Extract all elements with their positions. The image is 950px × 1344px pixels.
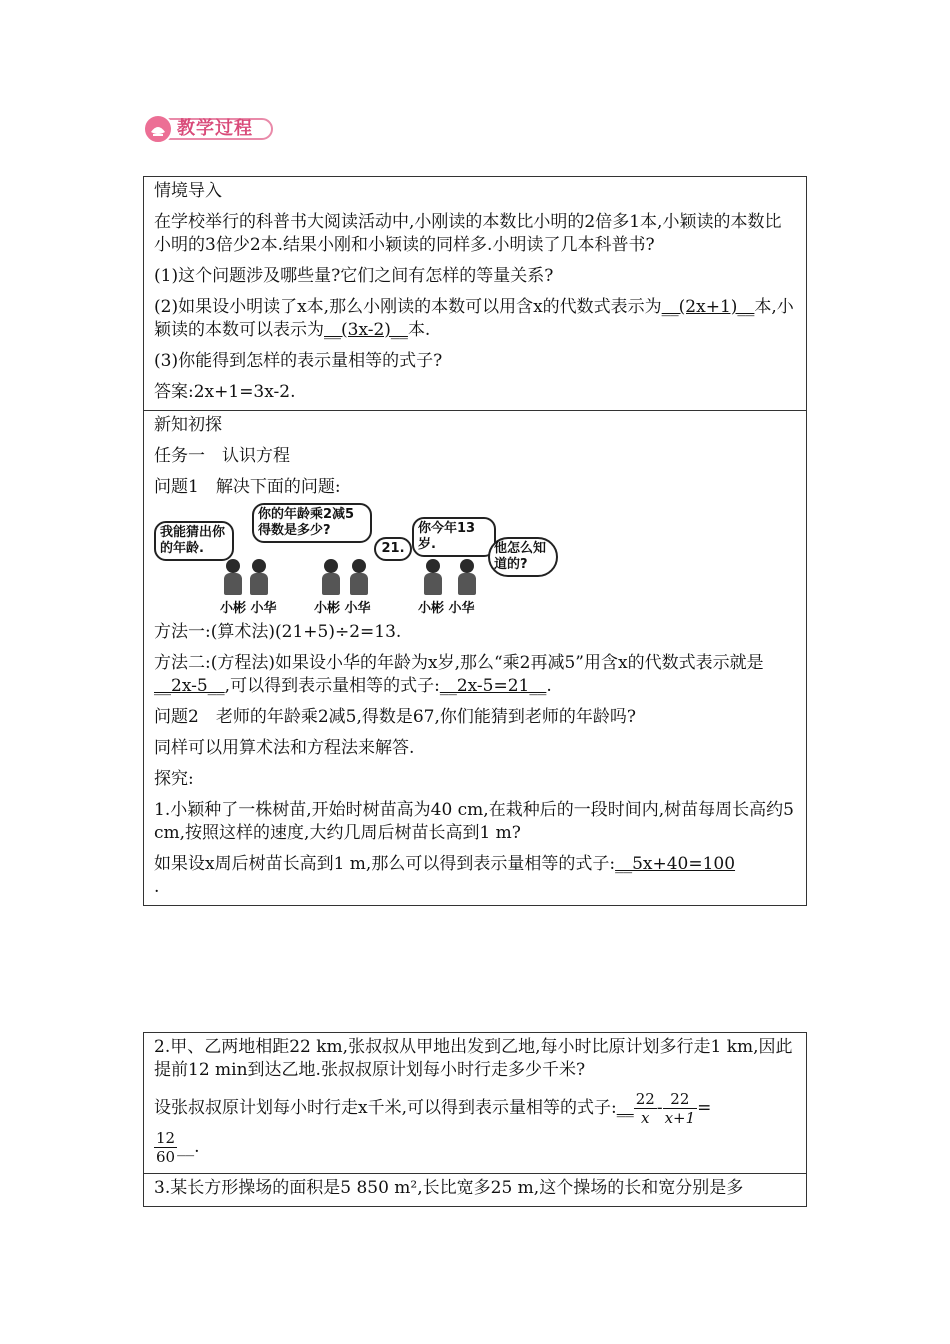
- explore-1-end: .: [154, 877, 160, 897]
- section-badge: [143, 114, 275, 144]
- student-figure: [350, 559, 368, 595]
- problem-1: 问题1 解决下面的问题:: [154, 477, 341, 497]
- explore-2-answer-cont: $\frac{12}{60}$ __.: [156, 1129, 200, 1166]
- situation-intro-cell: [144, 177, 806, 410]
- explore-2: 2.甲、乙两地相距22 km,张叔叔从甲地出发到乙地,每小时比原计划多行走1 km,因此提前12 min到达乙地.张叔叔原计划每小时行走多少千米?: [154, 1037, 793, 1080]
- section-title: 情境导入: [154, 181, 222, 201]
- answer-blank: __: [616, 1098, 634, 1118]
- task-title: 任务一 认识方程: [154, 446, 290, 466]
- section-title: 新知初探: [154, 415, 222, 435]
- explore-label: 探究:: [154, 769, 194, 789]
- student-figure: [424, 559, 442, 595]
- student-figure: [224, 559, 242, 595]
- problem-text: 在学校举行的科普书大阅读活动中,小刚读的本数比小明的2倍多1本,小颖读的本数比小明的3倍少2本.结果小刚和小颖读的同样多.小明读了几本科普书?: [154, 212, 782, 255]
- question-2: (2)如果设小明读了x本,那么小刚读的本数可以用含x的代数式表示为__(2x+1)__本,小颖读的本数可以表示为__(3x-2)__本.: [154, 297, 794, 340]
- new-knowledge-cell: [144, 410, 806, 905]
- answer-blank: __5x+40=100: [615, 854, 736, 874]
- badge-title: 教学过程: [177, 118, 253, 139]
- minus-sign: -: [656, 1098, 663, 1118]
- speech-bubble: 你的年龄乘2减5得数是多少?: [252, 503, 372, 543]
- figure-names: 小彬 小华: [220, 601, 277, 616]
- thought-bubble: 他怎么知道的?: [488, 537, 558, 577]
- explore-3-cell: [144, 1173, 806, 1206]
- fraction: $\frac{22}{x+1}$: [664, 1090, 696, 1127]
- fraction: $\frac{12}{60}$: [156, 1129, 176, 1166]
- question-3: (3)你能得到怎样的表示量相等的式子?: [154, 351, 443, 371]
- explore-2-cell: [144, 1033, 806, 1173]
- figure-names: 小彬 小华: [418, 601, 475, 616]
- explore-2-setup: 设张叔叔原计划每小时行走x千米,可以得到表示量相等的式子:__ $\frac{22}{x}$ - $\frac{22}{x+1}$ =: [154, 1090, 712, 1127]
- equals-sign: =: [697, 1098, 712, 1118]
- student-figure: [458, 559, 476, 595]
- answer-blank: __(2x+1)__: [661, 297, 755, 317]
- explore-1-setup: 如果设x周后树苗长高到1 m,那么可以得到表示量相等的式子:__5x+40=100: [154, 854, 736, 874]
- method-note: 同样可以用算术法和方程法来解答.: [154, 738, 415, 758]
- lesson-table-2: [143, 1032, 807, 1207]
- method-2: 方法二:(方程法)如果设小华的年龄为x岁,那么“乘2再减5”用含x的代数式表示就是__2x-5__,可以得到表示量相等的式子:__2x-5=21__.: [154, 653, 764, 696]
- speech-bubble: 21.: [374, 537, 412, 561]
- explore-3: 3.某长方形操场的面积是5 850 m²,长比宽多25 m,这个操场的长和宽分别是多: [154, 1178, 744, 1198]
- answer-blank: __(3x-2)__: [324, 320, 408, 340]
- speech-bubble: 我能猜出你的年龄.: [154, 521, 234, 561]
- problem-2: 问题2 老师的年龄乘2减5,得数是67,你们能猜到老师的年龄吗?: [154, 707, 637, 727]
- lesson-table-1: [143, 176, 807, 906]
- explore-1: 1.小颖种了一株树苗,开始时树苗高为40 cm,在栽种后的一段时间内,树苗每周长高约5 cm,按照这样的速度,大约几周后树苗长高到1 m?: [154, 800, 794, 843]
- question-1: (1)这个问题涉及哪些量?它们之间有怎样的等量关系?: [154, 266, 554, 286]
- answer-blank: __2x-5=21__: [439, 676, 547, 696]
- fraction: $\frac{22}{x}$: [635, 1090, 655, 1127]
- student-figure: [322, 559, 340, 595]
- answer-blank: __2x-5__: [154, 676, 225, 696]
- speech-bubble: 你今年13岁.: [412, 517, 496, 557]
- age-guess-illustration: [154, 503, 574, 616]
- answer-text: 答案:2x+1=3x-2.: [154, 382, 296, 402]
- lotus-icon: [143, 114, 173, 144]
- method-1: 方法一:(算术法)(21+5)÷2=13.: [154, 622, 402, 642]
- student-figure: [250, 559, 268, 595]
- figure-names: 小彬 小华: [314, 601, 371, 616]
